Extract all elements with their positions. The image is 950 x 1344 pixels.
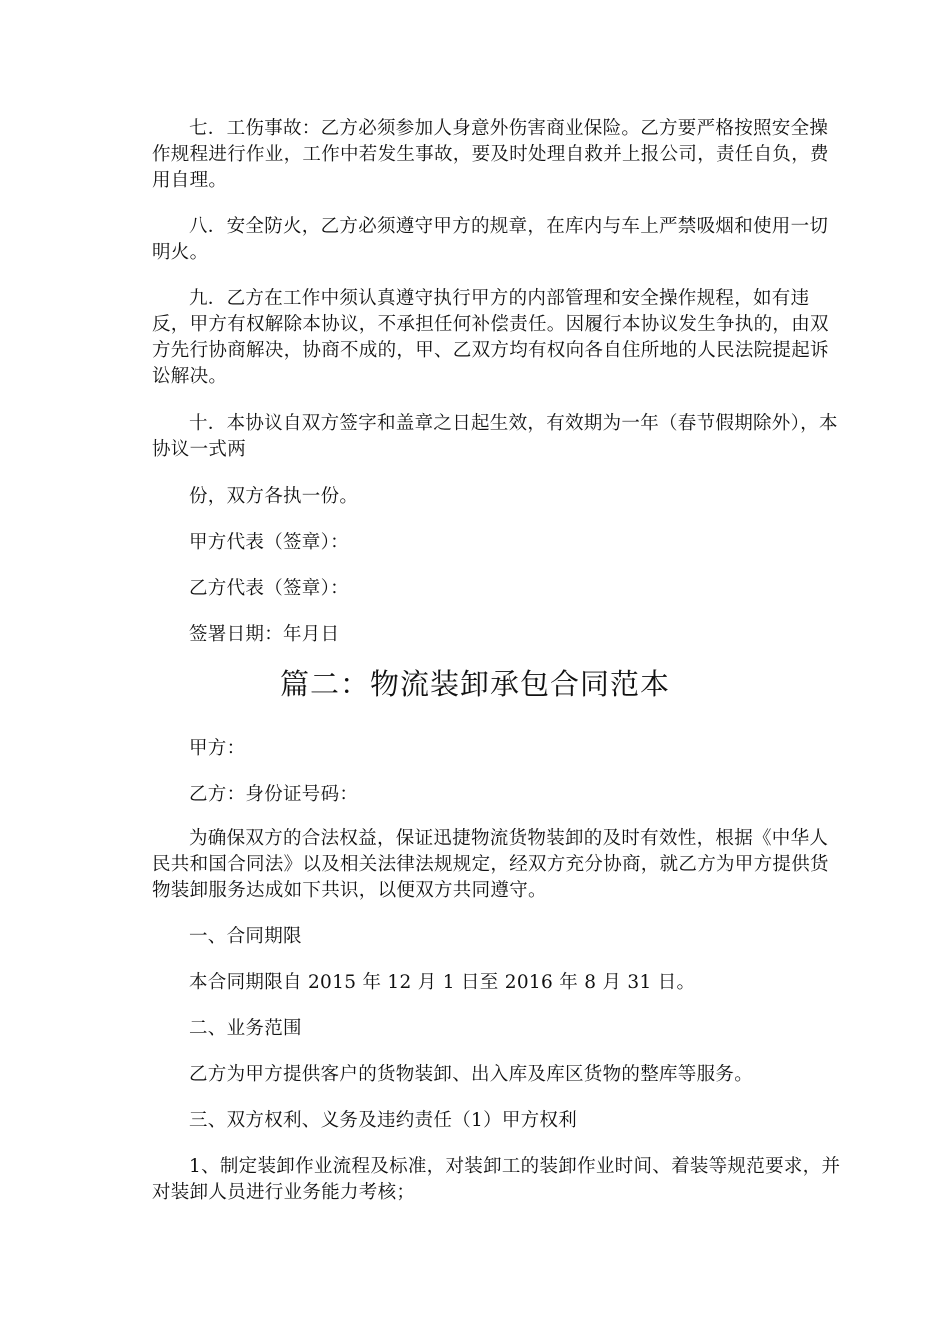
signature-party-a: 甲方代表（签章）： — [189, 532, 349, 553]
section-heading: 篇二：物流装卸承包合同范本 — [279, 667, 670, 701]
section-1-title: 一、合同期限 — [189, 926, 302, 947]
business-scope: 乙方为甲方提供客户的货物装卸、出入库及库区货物的整库等服务。 — [189, 1064, 754, 1085]
rights-item-1: 1、制定装卸作业流程及标准，对装卸工的装卸作业时间、着装等规范要求，并对装卸人员进行业务能力考核； — [152, 1156, 841, 1203]
clause-8: 八．安全防火，乙方必须遵守甲方的规章，在库内与车上严禁吸烟和使用一切明火。 — [152, 216, 829, 263]
signature-party-b: 乙方代表（签章）： — [189, 578, 349, 599]
intro-paragraph: 为确保双方的合法权益，保证迅捷物流货物装卸的及时有效性，根据《中华人民共和国合同法》以及相关法律法规规定，经双方充分协商，就乙方为甲方提供货物装卸服务达成如下共识，以便双方共同遵守。 — [152, 828, 829, 901]
clause-7: 七．工伤事故：乙方必须参加人身意外伤害商业保险。乙方要严格按照安全操作规程进行作业，工作中若发生事故，要及时处理自救并上报公司，责任自负，费用自理。 — [152, 118, 829, 191]
clause-10: 十．本协议自双方签字和盖章之日起生效，有效期为一年（春节假期除外），本协议一式两 — [152, 413, 838, 460]
clause-9: 九．乙方在工作中须认真遵守执行甲方的内部管理和安全操作规程，如有违反，甲方有权解除本协议，不承担任何补偿责任。因履行本协议发生争执的，由双方先行协商解决，协商不成的，甲、乙双方均有权向各自住所地的人民法院提起诉讼解决。 — [152, 288, 829, 387]
contract-term: 本合同期限自 2015 年 12 月 1 日至 2016 年 8 月 31 日。 — [189, 972, 696, 993]
clause-10-continued: 份，双方各执一份。 — [189, 486, 359, 507]
signature-date: 签署日期：年月日 — [189, 624, 340, 645]
party-b-line: 乙方：身份证号码： — [189, 784, 359, 805]
party-a-line: 甲方： — [189, 738, 246, 759]
section-3-title: 三、双方权利、义务及违约责任（1）甲方权利 — [189, 1110, 578, 1131]
section-2-title: 二、业务范围 — [189, 1018, 302, 1039]
